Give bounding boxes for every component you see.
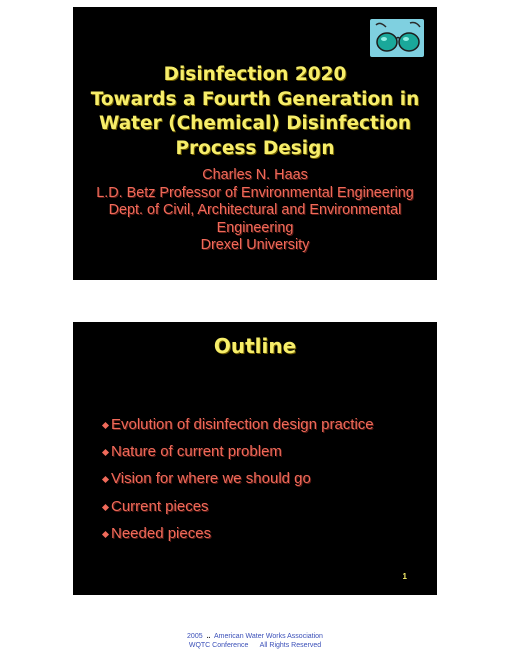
list-item — [102, 469, 374, 496]
outline-title: Outline — [213, 334, 297, 358]
author-block — [73, 167, 437, 255]
author-department-cont: Engineering — [216, 219, 294, 236]
list-item-text: Current pieces — [111, 497, 209, 515]
list-item-text: Evolution of disinfection design practice — [111, 416, 374, 433]
list-item — [102, 524, 374, 551]
title-line: Disinfection 2020 — [163, 64, 347, 85]
slide-outline — [73, 322, 437, 595]
list-item — [102, 442, 374, 469]
footer-year: 2005 — [187, 633, 203, 640]
author-title: L.D. Betz Professor of Environmental Engineering — [96, 184, 414, 201]
slide-title — [73, 7, 437, 280]
author-department: Dept. of Civil, Architectural and Environmental — [108, 202, 402, 219]
footer-separator: .. — [206, 633, 211, 640]
page-footer — [0, 632, 510, 650]
list-item — [102, 415, 374, 442]
sunglasses-icon — [370, 19, 424, 57]
footer-rights: All Rights Reserved — [259, 642, 322, 649]
outline-list — [102, 415, 374, 551]
list-item-text: Nature of current problem — [111, 443, 282, 461]
title-line: Towards a Fourth Generation in — [90, 88, 420, 110]
slide-title-text — [73, 63, 437, 161]
footer-org: American Water Works Association — [214, 633, 323, 640]
diamond-bullet-icon — [102, 531, 109, 538]
diamond-bullet-icon — [102, 449, 109, 456]
author-university: Drexel University — [200, 237, 310, 254]
list-item — [102, 497, 374, 524]
author-name: Charles N. Haas — [202, 167, 308, 183]
list-item-text: Vision for where we should go — [111, 470, 311, 488]
diamond-bullet-icon — [102, 476, 109, 483]
title-line: Process Design — [175, 137, 335, 159]
list-item-text: Needed pieces — [111, 524, 212, 542]
slide-number: 1 — [402, 572, 407, 581]
footer-conference: WQTC Conference — [188, 642, 249, 649]
title-line: Water (Chemical) Disinfection — [98, 113, 412, 134]
diamond-bullet-icon — [102, 422, 109, 429]
diamond-bullet-icon — [102, 504, 109, 511]
